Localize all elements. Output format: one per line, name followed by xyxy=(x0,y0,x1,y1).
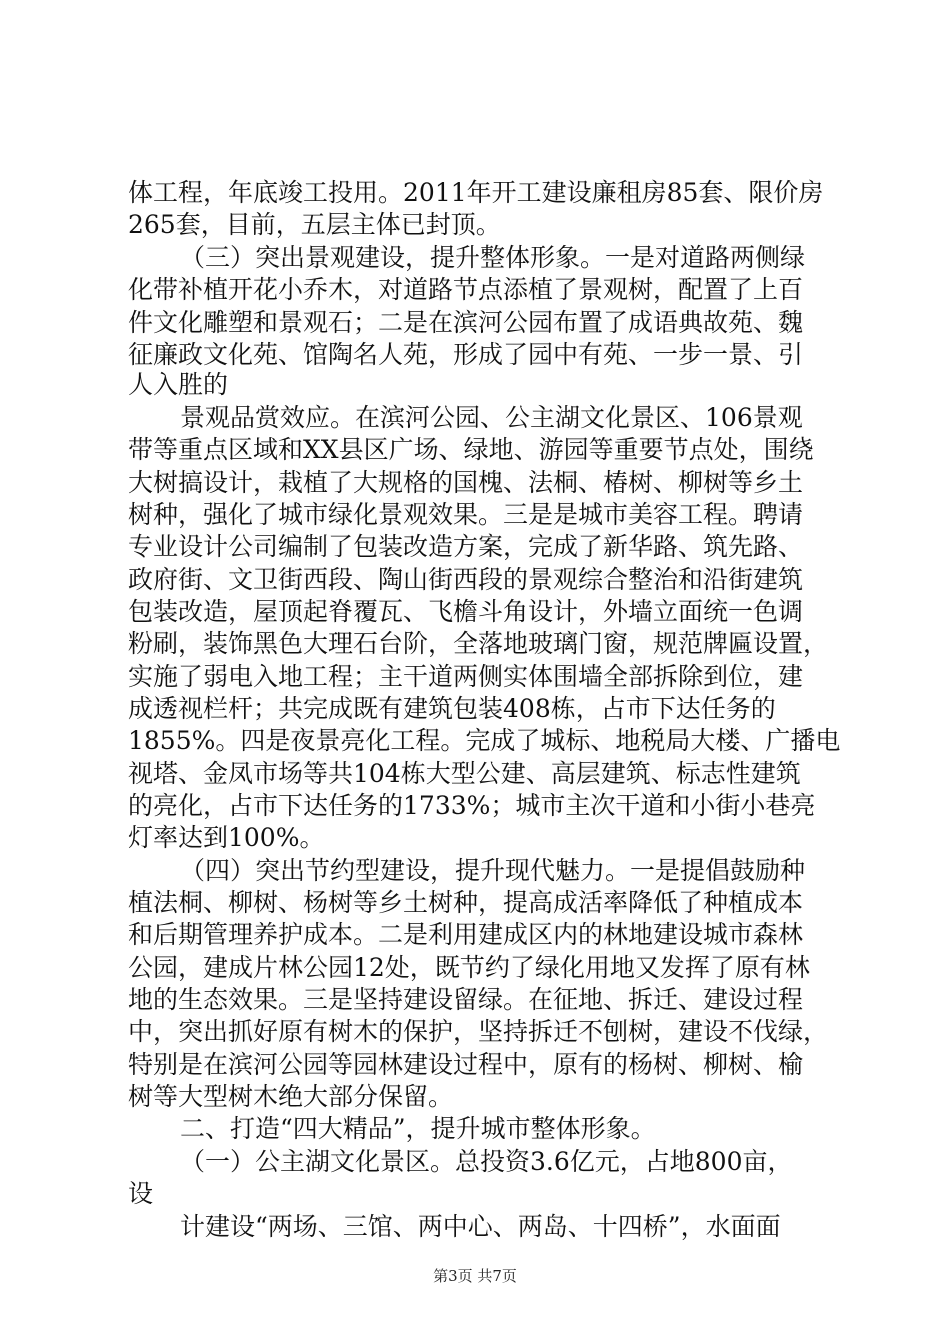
line-31: （一）公主湖文化景区。总投资3.6亿元，占地800亩， xyxy=(180,1147,793,1176)
line-19: 视塔、金凤市场等共104栋大型公建、高层建筑、标志性建筑 xyxy=(128,759,801,788)
line-1: 体工程，年底竣工投用。2011年开工建设廉租房85套、限价房 xyxy=(128,178,824,207)
line-23: 植法桐、柳树、杨树等乡土树种，提高成活率降低了种植成本 xyxy=(128,888,804,917)
line-3: （三）突出景观建设，提升整体形象。一是对道路两侧绿 xyxy=(180,243,806,272)
line-12: 专业设计公司编制了包装改造方案，完成了新华路、筑先路、 xyxy=(128,532,804,561)
line-22: （四）突出节约型建设，提升现代魅力。一是提倡鼓励种 xyxy=(180,856,806,885)
line-29: 树等大型树木绝大部分保留。 xyxy=(128,1082,454,1111)
line-16: 实施了弱电入地工程；主干道两侧实体围墙全部拆除到位，建 xyxy=(128,662,804,691)
line-4: 化带补植开花小乔木，对道路节点添植了景观树，配置了上百 xyxy=(128,275,804,304)
line-15: 粉刷，装饰黑色大理石台阶，全落地玻璃门窗，规范牌匾设置， xyxy=(128,629,829,658)
line-24: 和后期管理养护成本。二是利用建成区内的林地建设城市森林 xyxy=(128,920,804,949)
line-11: 树种，强化了城市绿化景观效果。三是是城市美容工程。聘请 xyxy=(128,500,804,529)
line-25: 公园，建成片林公园12处，既节约了绿化用地又发挥了原有林 xyxy=(128,953,810,982)
line-13: 政府街、文卫街西段、陶山街西段的景观综合整治和沿街建筑 xyxy=(128,565,804,594)
line-17: 成透视栏杆；共完成既有建筑包装408栋，占市下达任务的 xyxy=(128,694,776,723)
page-footer: 第3页 共7页 xyxy=(433,1267,517,1285)
line-26: 地的生态效果。三是坚持建设留绿。在征地、拆迁、建设过程 xyxy=(128,985,804,1014)
line-30: 二、打造“四大精品”，提升城市整体形象。 xyxy=(180,1114,656,1143)
line-2: 265套，目前，五层主体已封顶。 xyxy=(128,210,501,239)
line-28: 特别是在滨河公园等园林建设过程中，原有的杨树、柳树、榆 xyxy=(128,1050,804,1079)
line-14: 包装改造，屋顶起脊覆瓦、飞檐斗角设计，外墙立面统一色调 xyxy=(128,597,804,626)
line-10: 大树搞设计，栽植了大规格的国槐、法桐、椿树、柳树等乡土 xyxy=(128,468,804,497)
line-5: 件文化雕塑和景观石；二是在滨河公园布置了成语典故苑、魏 xyxy=(128,308,804,337)
line-9: 带等重点区域和XX县区广场、绿地、游园等重要节点处，围绕 xyxy=(128,435,814,464)
line-6: 征廉政文化苑、馆陶名人苑，形成了园中有苑、一步一景、引 xyxy=(128,340,804,369)
line-32: 设 xyxy=(128,1179,154,1208)
line-18: 1855%。四是夜景亮化工程。完成了城标、地税局大楼、广播电 xyxy=(128,726,841,755)
line-21: 灯率达到100%。 xyxy=(128,823,325,852)
line-7: 人入胜的 xyxy=(128,370,229,399)
line-27: 中，突出抓好原有树木的保护，坚持拆迁不刨树，建设不伐绿， xyxy=(128,1017,829,1046)
line-8: 景观品赏效应。在滨河公园、公主湖文化景区、106景观 xyxy=(180,403,803,432)
line-20: 的亮化，占市下达任务的1733%；城市主次干道和小街小巷亮 xyxy=(128,791,816,820)
line-33: 计建设“两场、三馆、两中心、两岛、十四桥”，水面面 xyxy=(180,1212,781,1241)
